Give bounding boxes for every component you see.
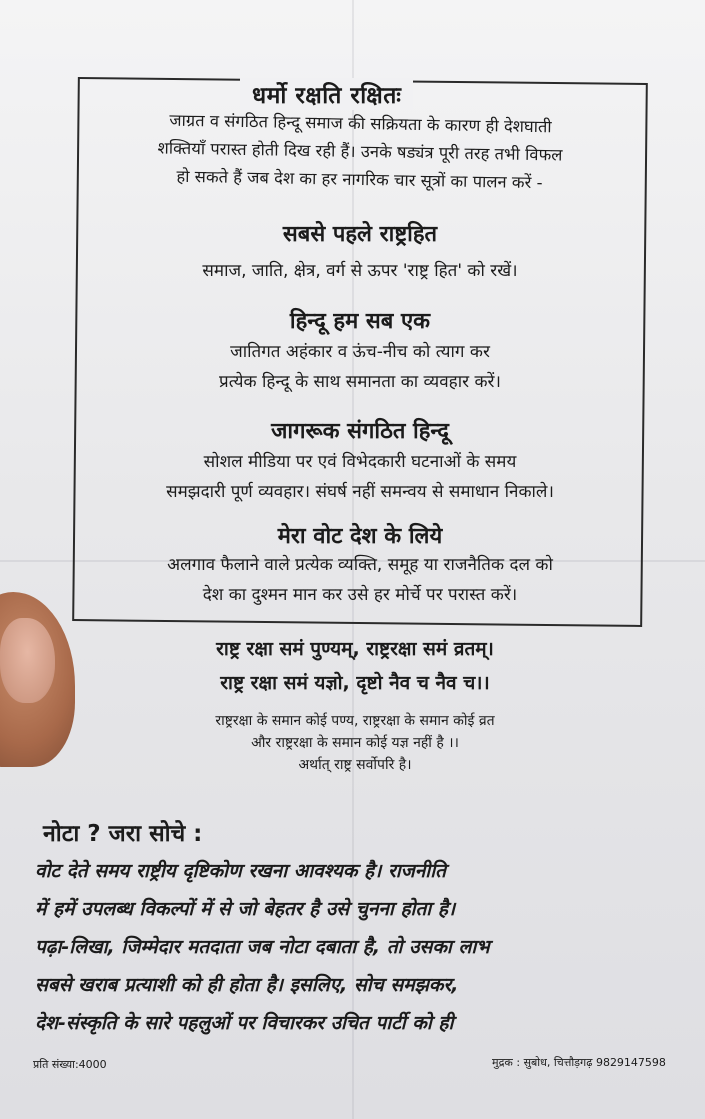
nota-line: सबसे खराब प्रत्याशी को ही होता है। इसलिए, सोच समझकर, <box>35 974 459 996</box>
shloka-line: राष्ट्र रक्षा समं यज्ञो, दृष्टो नैव च नैव च।। <box>220 672 490 694</box>
sutra-heading: जागरूक संगठित हिन्दू <box>271 419 449 444</box>
intro-line: शक्तियाँ परास्त होती दिख रही हैं। उनके षड्यंत्र पूरी तरह तभी विफल <box>157 138 563 165</box>
nota-line: वोट देते समय राष्ट्रीय दृष्टिकोण रखना आवश्यक है। राजनीति <box>35 860 446 882</box>
sutra-line: प्रत्येक हिन्दू के साथ समानता का व्यवहार करें। <box>219 372 501 392</box>
sutra-text <box>80 550 640 610</box>
sutra-line: जातिगत अहंकार व ऊंच-नीच को त्याग कर <box>230 342 490 362</box>
sutra-heading: मेरा वोट देश के लिये <box>277 524 443 549</box>
meaning-line: और राष्ट्ररक्षा के समान कोई यज्ञ नहीं है ।। <box>251 735 459 751</box>
nota-line: देश-संस्कृति के सारे पहलुओं पर विचारकर उचित पार्टी को ही <box>35 1012 454 1034</box>
intro-line: जाग्रत व संगठित हिन्दू समाज की सक्रियता के कारण ही देशघाती <box>169 110 552 137</box>
box-title: धर्मो रक्षति रक्षितः <box>240 78 413 110</box>
shloka-line: राष्ट्र रक्षा समं पुण्यम्, राष्ट्ररक्षा समं व्रतम्। <box>216 638 494 660</box>
shloka-meaning <box>80 710 630 776</box>
sutra-text <box>80 256 640 286</box>
sutra-line: देश का दुश्मन मान कर उसे हर मोर्चे पर परास्त करें। <box>202 585 518 605</box>
nota-line: में हमें उपलब्ध विकल्पों में से जो बेहतर है उसे चुनना होता है। <box>35 898 456 920</box>
nota-title: नोटा ? जरा सोचे : <box>43 821 203 847</box>
nota-paragraph <box>35 852 675 1042</box>
intro-line: हो सकते हैं जब देश का हर नागरिक चार सूत्रों का पालन करें - <box>176 166 543 193</box>
sutra-text <box>80 337 640 397</box>
sutra-text <box>80 447 640 507</box>
printer-info: मुद्रक : सुबोध, चित्तौड़गढ़ 9829147598 <box>492 1056 666 1069</box>
shloka-verse <box>70 632 640 700</box>
print-count: प्रति संख्या:4000 <box>33 1058 107 1071</box>
sutra-heading: हिन्दू हम सब एक <box>289 309 431 334</box>
meaning-line: राष्ट्ररक्षा के समान कोई पण्य, राष्ट्ररक्षा के समान कोई व्रत <box>215 713 495 729</box>
nota-line: पढ़ा-लिखा, जिम्मेदार मतदाता जब नोटा दबाता है, तो उसका लाभ <box>35 936 490 958</box>
thumbnail-image <box>0 618 55 703</box>
sutra-line: समझदारी पूर्ण व्यवहार। संघर्ष नहीं समन्वय से समाधान निकाले। <box>166 482 554 502</box>
sutra-line: अलगाव फैलाने वाले प्रत्येक व्यक्ति, समूह या राजनैतिक दल को <box>167 555 553 575</box>
sutra-line: समाज, जाति, क्षेत्र, वर्ग से ऊपर 'राष्ट्र हित' को रखें। <box>202 261 518 281</box>
sutra-heading: सबसे पहले राष्ट्रहित <box>282 222 438 247</box>
sutra-line: सोशल मीडिया पर एवं विभेदकारी घटनाओं के समय <box>203 452 517 472</box>
meaning-line: अर्थात् राष्ट्र सर्वोपरि है। <box>298 757 412 773</box>
intro-paragraph <box>89 105 630 198</box>
